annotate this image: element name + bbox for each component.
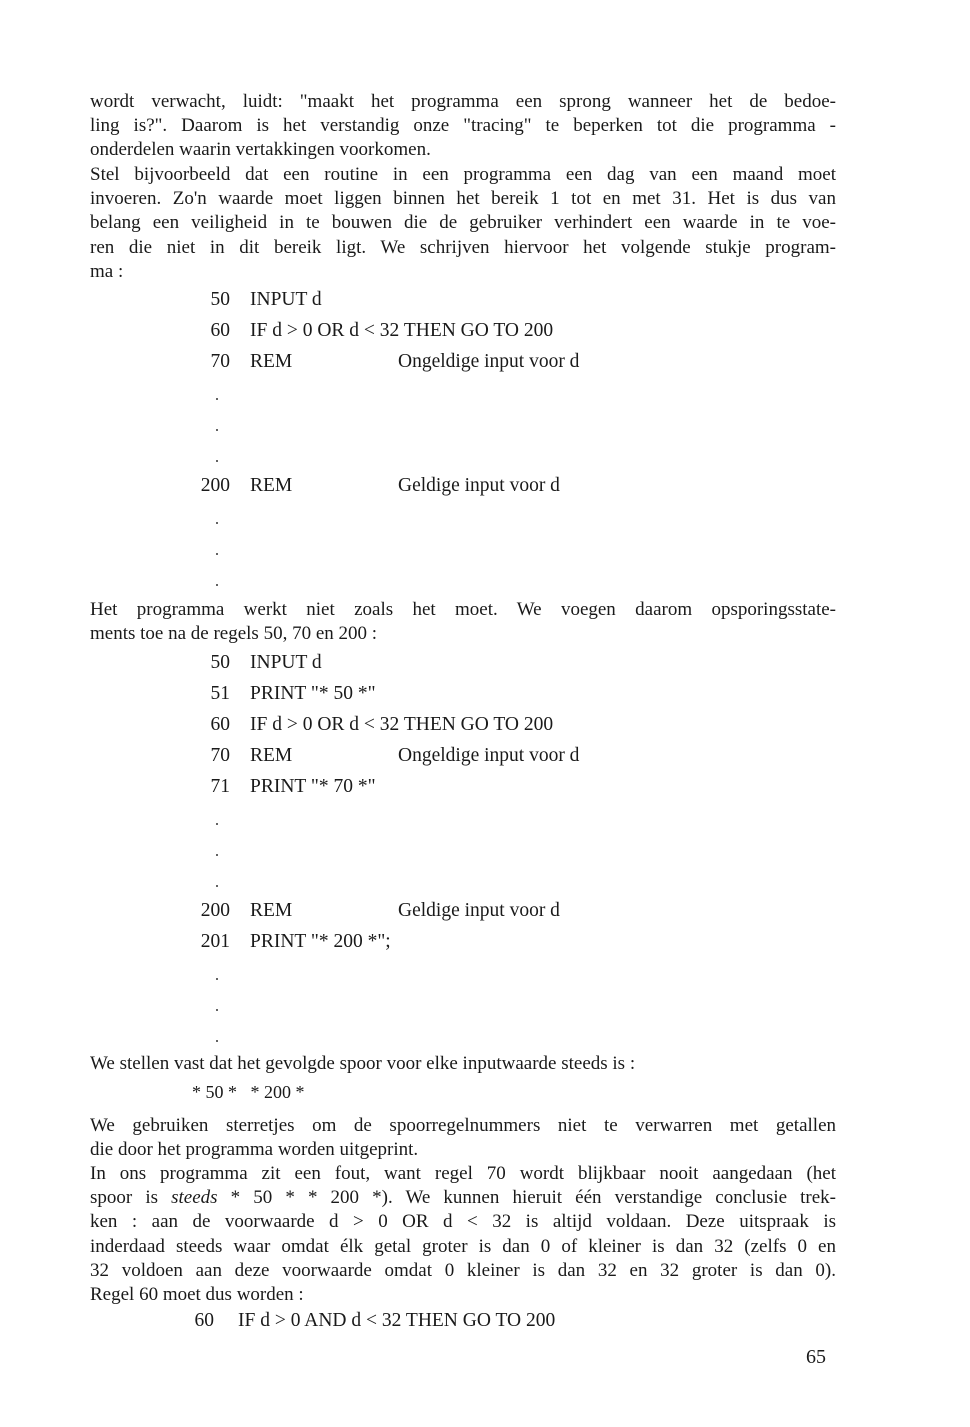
ellipsis-dot [216,522,218,524]
text-line: ma : [90,260,124,282]
paragraph-observation [90,1052,836,1076]
line-number: 60 [210,320,230,341]
code-comment: Ongeldige input voor d [398,351,580,372]
text-line: die door het programma worden uitgeprint. [90,1139,419,1161]
ellipsis-dot [216,1040,218,1042]
line-number: 70 [210,745,230,766]
line-number: 200 [200,475,230,496]
text-line: We stellen vast dat het gevolgde spoor voor elke inputwaarde steeds is : [90,1053,636,1074]
line-number: 60 [194,1310,214,1331]
ellipsis-dot [216,1009,218,1011]
text-line: onderdelen waarin vertakkingen voorkomen. [90,139,431,161]
text-line: ling is?". Daarom is het verstandig onze "tracing" te beperken tot die programma - [90,115,836,137]
text-line: Het programma werkt niet zoals het moet. We voegen daarom opsporingsstate- [90,599,836,620]
line-number: 50 [210,652,230,673]
text-fragment: spoor is [90,1187,158,1209]
emphasis-steeds: steeds [171,1187,218,1209]
text-fragment: * 50 * * 200 *). We kunnen hieruit één verstandige conclusie trek- [230,1187,837,1209]
line-number: 201 [200,931,230,952]
code-statement: INPUT d [250,289,322,310]
code-statement: REM [250,475,293,496]
text-line: belang een veiligheid in te bouwen die de gebruiker verhindert een waarde in te voe- [90,212,836,234]
line-number: 60 [210,714,230,735]
trace-output: * 50 * * 200 * [192,1082,305,1102]
paragraph-intro [90,90,836,163]
line-number: 71 [210,776,230,797]
text-line: We gebruiken sterretjes om de spoorregelnummers niet te verwarren met getallen [90,1115,836,1136]
line-number: 50 [210,289,230,310]
text-line: ren die niet in dit bereik ligt. We schrijven hiervoor het volgende stukje program- [90,236,836,258]
code-comment: Ongeldige input voor d [398,745,580,766]
code-statement: PRINT "* 50 *" [250,683,376,704]
line-number: 70 [210,351,230,372]
text-line: ments toe na de regels 50, 70 en 200 : [90,623,378,645]
ellipsis-dot [216,398,218,400]
code-statement: REM [250,900,293,921]
paragraph-trace-statements [90,598,836,646]
ellipsis-dot [216,584,218,586]
text-line: In ons programma zit een fout, want regel 70 wordt blijkbaar nooit aangedaan (het [90,1163,836,1184]
text-line-with-emphasis [90,1186,836,1210]
code-statement: PRINT "* 200 *"; [250,931,391,952]
line-number: 200 [200,900,230,921]
code-statement: IF d > 0 OR d < 32 THEN GO TO 200 [250,320,554,341]
ellipsis-dot [216,823,218,825]
text-line: wordt verwacht, luidt: "maakt het programma een sprong wanneer het de bedoe- [90,91,836,112]
paragraph-conclusion [90,1162,836,1307]
text-line: Stel bijvoorbeeld dat een routine in een programma een dag van een maand moet [90,164,836,185]
code-comment: Geldige input voor d [398,900,560,921]
code-statement: INPUT d [250,652,322,673]
text-line: invoeren. Zo'n waarde moet liggen binnen het bereik 1 tot en met 31. Het is dus van [90,188,836,210]
ellipsis-dot [216,553,218,555]
ellipsis-dot [216,429,218,431]
code-statement: PRINT "* 70 *" [250,776,376,797]
text-line: inderdaad steeds waar omdat élk getal groter is dan 0 of kleiner is dan 32 (zelfs 0 en [90,1235,836,1257]
ellipsis-dot [216,854,218,856]
text-line: ken : aan de voorwaarde d > 0 OR d < 32 is altijd voldaan. Deze uitspraak is [90,1211,836,1233]
ellipsis-dot [216,885,218,887]
ellipsis-dot [216,978,218,980]
line-number: 51 [210,683,230,704]
code-statement: IF d > 0 AND d < 32 THEN GO TO 200 [238,1310,556,1331]
ellipsis-dot [216,460,218,462]
text-line: 32 voldoen aan deze voorwaarde omdat 0 kleiner is dan 32 en 32 groter is dan 0). [90,1259,836,1281]
text-line: Regel 60 moet dus worden : [90,1284,304,1306]
paragraph-asterisks [90,1114,836,1162]
code-statement: REM [250,745,293,766]
page-number: 65 [806,1346,826,1368]
code-statement: IF d > 0 OR d < 32 THEN GO TO 200 [250,714,554,735]
code-statement: REM [250,351,293,372]
paragraph-example [90,163,836,284]
code-comment: Geldige input voor d [398,475,560,496]
